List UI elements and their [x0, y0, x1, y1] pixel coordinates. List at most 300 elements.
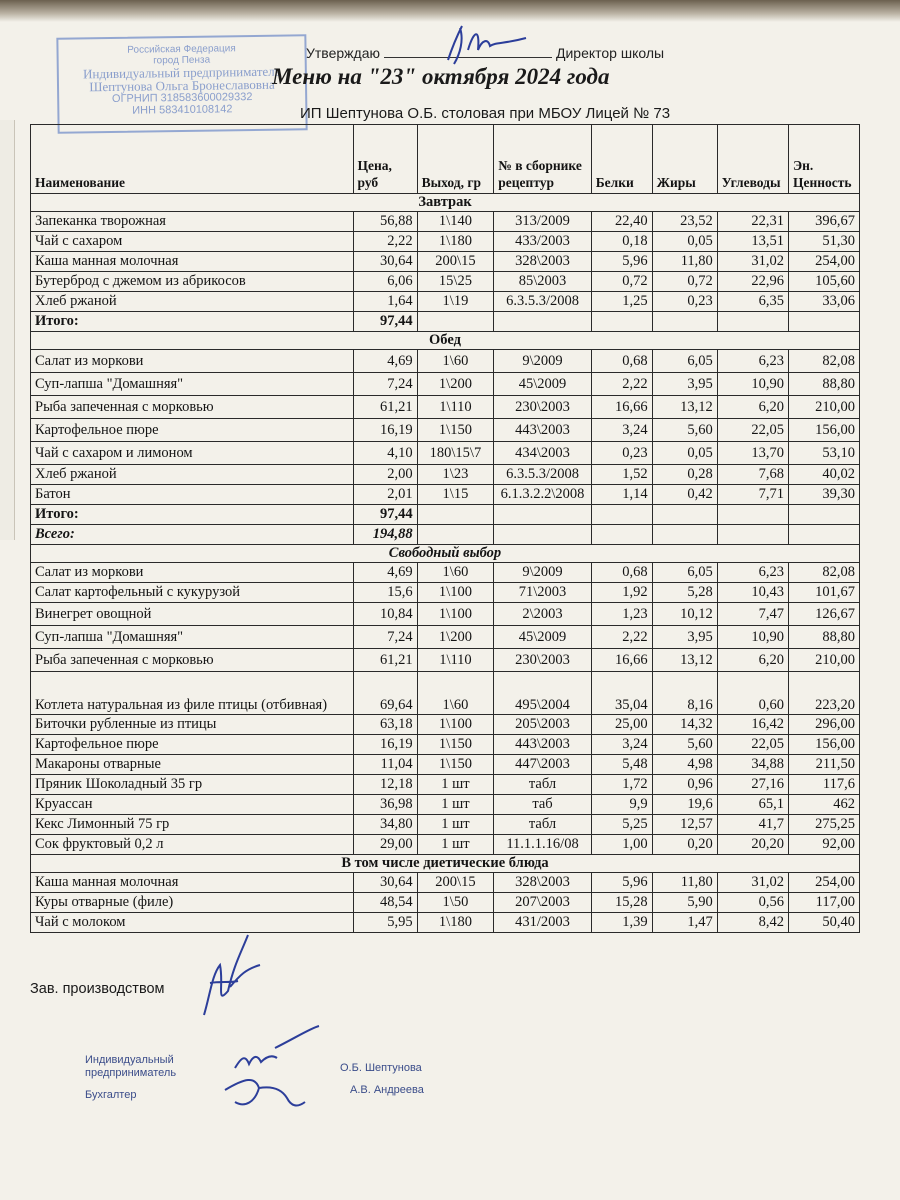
total-label: Всего:	[31, 525, 354, 545]
empty-cell	[417, 525, 494, 545]
cell-e: 82,08	[788, 563, 859, 583]
cell-out: 1\50	[417, 893, 494, 913]
cell-b: 1,72	[591, 775, 652, 795]
section-header	[31, 545, 860, 563]
cell-price: 5,95	[353, 913, 417, 933]
cell-name: Каша манная молочная	[31, 252, 354, 272]
cell-price: 2,01	[353, 485, 417, 505]
menu-item-row	[31, 893, 860, 913]
cell-u: 34,88	[717, 755, 788, 775]
empty-cell	[717, 525, 788, 545]
cell-e: 39,30	[788, 485, 859, 505]
cell-e: 33,06	[788, 292, 859, 312]
cell-rec: 45\2009	[494, 626, 591, 649]
cell-rec: 2\2003	[494, 603, 591, 626]
cell-name: Котлета натуральная из филе птицы (отбивная)	[31, 672, 354, 715]
menu-item-row	[31, 292, 860, 312]
menu-item-row	[31, 272, 860, 292]
cell-out: 1 шт	[417, 835, 494, 855]
col-output: Выход, гр	[417, 125, 494, 194]
col-energy: Эн. Ценность	[788, 125, 859, 194]
cell-b: 15,28	[591, 893, 652, 913]
empty-cell	[717, 505, 788, 525]
cell-e: 156,00	[788, 419, 859, 442]
cell-out: 1\200	[417, 373, 494, 396]
cell-b: 0,23	[591, 442, 652, 465]
cell-e: 50,40	[788, 913, 859, 933]
cell-e: 462	[788, 795, 859, 815]
cell-price: 16,19	[353, 735, 417, 755]
cell-out: 1 шт	[417, 815, 494, 835]
empty-cell	[788, 312, 859, 332]
cell-u: 8,42	[717, 913, 788, 933]
cell-f: 13,12	[652, 649, 717, 672]
empty-cell	[417, 505, 494, 525]
cell-price: 7,24	[353, 373, 417, 396]
cell-u: 22,05	[717, 419, 788, 442]
cell-name: Салат картофельный с кукурузой	[31, 583, 354, 603]
col-carbs: Углеводы	[717, 125, 788, 194]
cell-price: 2,00	[353, 465, 417, 485]
cell-e: 126,67	[788, 603, 859, 626]
menu-item-row	[31, 350, 860, 373]
menu-item-row	[31, 396, 860, 419]
cell-out: 1\23	[417, 465, 494, 485]
cell-f: 0,20	[652, 835, 717, 855]
cell-u: 20,20	[717, 835, 788, 855]
cell-name: Куры отварные (филе)	[31, 893, 354, 913]
empty-cell	[788, 525, 859, 545]
production-head-signature	[190, 925, 270, 1025]
menu-item-row	[31, 626, 860, 649]
empty-cell	[591, 505, 652, 525]
entrepreneur-stamp: Российская Федерация город Пенза Индивидуальный предприниматель Шептунова Ольга Бронеславовна ОГРНИП 318583600029332 ИНН 583410108142	[56, 34, 307, 133]
empty-cell	[788, 505, 859, 525]
menu-subtitle: ИП Шептунова О.Б. столовая при МБОУ Лицей № 73	[300, 105, 671, 122]
cell-b: 3,24	[591, 735, 652, 755]
cell-price: 48,54	[353, 893, 417, 913]
cell-b: 16,66	[591, 649, 652, 672]
cell-name: Картофельное пюре	[31, 735, 354, 755]
cell-b: 35,04	[591, 672, 652, 715]
cell-rec: 433/2003	[494, 232, 591, 252]
menu-item-row	[31, 232, 860, 252]
cell-rec: 313/2009	[494, 212, 591, 232]
menu-item-row	[31, 775, 860, 795]
menu-item-row	[31, 442, 860, 465]
cell-price: 4,69	[353, 350, 417, 373]
menu-item-row	[31, 795, 860, 815]
cell-f: 6,05	[652, 350, 717, 373]
cell-name: Рыба запеченная с морковью	[31, 396, 354, 419]
cell-e: 254,00	[788, 252, 859, 272]
menu-item-row	[31, 583, 860, 603]
cell-out: 1\15	[417, 485, 494, 505]
cell-b: 3,24	[591, 419, 652, 442]
cell-f: 0,05	[652, 442, 717, 465]
cell-b: 5,48	[591, 755, 652, 775]
cell-rec: таб	[494, 795, 591, 815]
cell-out: 1\110	[417, 649, 494, 672]
cell-rec: 434\2003	[494, 442, 591, 465]
cell-b: 1,52	[591, 465, 652, 485]
cell-rec: 447\2003	[494, 755, 591, 775]
cell-rec: 6.1.3.2.2\2008	[494, 485, 591, 505]
cell-out: 1\100	[417, 715, 494, 735]
total-row	[31, 312, 860, 332]
cell-u: 65,1	[717, 795, 788, 815]
cell-price: 69,64	[353, 672, 417, 715]
cell-price: 36,98	[353, 795, 417, 815]
cell-u: 10,43	[717, 583, 788, 603]
menu-item-row	[31, 715, 860, 735]
menu-item-row	[31, 485, 860, 505]
cell-rec: 328\2003	[494, 873, 591, 893]
cell-e: 223,20	[788, 672, 859, 715]
cell-name: Бутерброд с джемом из абрикосов	[31, 272, 354, 292]
cell-name: Хлеб ржаной	[31, 292, 354, 312]
cell-rec: табл	[494, 775, 591, 795]
section-header	[31, 332, 860, 350]
cell-price: 56,88	[353, 212, 417, 232]
cell-name: Каша манная молочная	[31, 873, 354, 893]
cell-e: 101,67	[788, 583, 859, 603]
col-name: Наименование	[31, 125, 354, 194]
cell-name: Пряник Шоколадный 35 гр	[31, 775, 354, 795]
ip-name: О.Б. Шептунова	[340, 1062, 422, 1074]
cell-name: Круассан	[31, 795, 354, 815]
cell-u: 10,90	[717, 373, 788, 396]
empty-cell	[652, 312, 717, 332]
cell-name: Чай с сахаром	[31, 232, 354, 252]
cell-rec: 230\2003	[494, 649, 591, 672]
cell-name: Чай с молоком	[31, 913, 354, 933]
cell-e: 53,10	[788, 442, 859, 465]
cell-rec: 6.3.5.3/2008	[494, 465, 591, 485]
cell-b: 0,68	[591, 563, 652, 583]
menu-table	[30, 124, 860, 933]
cell-f: 3,95	[652, 373, 717, 396]
cell-name: Кекс Лимонный 75 гр	[31, 815, 354, 835]
cell-name: Рыба запеченная с морковью	[31, 649, 354, 672]
empty-cell	[417, 312, 494, 332]
cell-out: 1\200	[417, 626, 494, 649]
cell-rec: 328\2003	[494, 252, 591, 272]
cell-rec: 9\2009	[494, 350, 591, 373]
cell-e: 117,6	[788, 775, 859, 795]
cell-u: 22,31	[717, 212, 788, 232]
menu-item-row	[31, 815, 860, 835]
ip-label: Индивидуальный предприниматель	[85, 1054, 177, 1079]
empty-cell	[494, 505, 591, 525]
cell-b: 0,68	[591, 350, 652, 373]
approval-suffix: Директор школы	[555, 45, 665, 61]
cell-f: 8,16	[652, 672, 717, 715]
menu-item-row	[31, 465, 860, 485]
underlying-page-edge	[0, 120, 15, 540]
cell-out: 1\150	[417, 755, 494, 775]
col-fat: Жиры	[652, 125, 717, 194]
cell-u: 41,7	[717, 815, 788, 835]
cell-b: 1,14	[591, 485, 652, 505]
cell-u: 0,56	[717, 893, 788, 913]
cell-e: 51,30	[788, 232, 859, 252]
cell-rec: 45\2009	[494, 373, 591, 396]
cell-out: 1\150	[417, 735, 494, 755]
cell-u: 7,68	[717, 465, 788, 485]
cell-name: Суп-лапша "Домашняя"	[31, 626, 354, 649]
cell-f: 14,32	[652, 715, 717, 735]
cell-price: 11,04	[353, 755, 417, 775]
cell-u: 31,02	[717, 873, 788, 893]
cell-f: 1,47	[652, 913, 717, 933]
menu-item-row	[31, 603, 860, 626]
cell-out: 1 шт	[417, 775, 494, 795]
cell-out: 200\15	[417, 252, 494, 272]
menu-item-row	[31, 252, 860, 272]
cell-out: 1\60	[417, 563, 494, 583]
cell-name: Чай с сахаром и лимоном	[31, 442, 354, 465]
cell-f: 12,57	[652, 815, 717, 835]
cell-u: 6,35	[717, 292, 788, 312]
cell-u: 7,71	[717, 485, 788, 505]
section-title: Завтрак	[31, 194, 860, 212]
cell-out: 180\15\7	[417, 442, 494, 465]
cell-out: 200\15	[417, 873, 494, 893]
cell-f: 19,6	[652, 795, 717, 815]
cell-f: 13,12	[652, 396, 717, 419]
cell-e: 275,25	[788, 815, 859, 835]
menu-item-row	[31, 419, 860, 442]
cell-name: Макароны отварные	[31, 755, 354, 775]
menu-item-row	[31, 735, 860, 755]
cell-out: 1\140	[417, 212, 494, 232]
cell-f: 23,52	[652, 212, 717, 232]
cell-out: 1 шт	[417, 795, 494, 815]
cell-rec: 207\2003	[494, 893, 591, 913]
total-label: Итого:	[31, 312, 354, 332]
cell-f: 0,72	[652, 272, 717, 292]
cell-f: 11,80	[652, 252, 717, 272]
cell-out: 1\60	[417, 350, 494, 373]
menu-item-row	[31, 672, 860, 715]
cell-name: Батон	[31, 485, 354, 505]
cell-f: 10,12	[652, 603, 717, 626]
cell-u: 31,02	[717, 252, 788, 272]
cell-f: 0,96	[652, 775, 717, 795]
cell-price: 63,18	[353, 715, 417, 735]
cell-name: Суп-лапша "Домашняя"	[31, 373, 354, 396]
empty-cell	[652, 505, 717, 525]
cell-e: 88,80	[788, 373, 859, 396]
accounting-signatures	[215, 1018, 335, 1118]
cell-f: 5,60	[652, 419, 717, 442]
cell-f: 0,28	[652, 465, 717, 485]
cell-price: 16,19	[353, 419, 417, 442]
cell-price: 15,6	[353, 583, 417, 603]
menu-title: Меню на "23" октября 2024 года	[272, 64, 610, 89]
cell-b: 22,40	[591, 212, 652, 232]
cell-price: 61,21	[353, 649, 417, 672]
col-protein: Белки	[591, 125, 652, 194]
cell-e: 40,02	[788, 465, 859, 485]
cell-u: 7,47	[717, 603, 788, 626]
cell-e: 117,00	[788, 893, 859, 913]
cell-u: 22,05	[717, 735, 788, 755]
section-header	[31, 855, 860, 873]
cell-out: 1\180	[417, 913, 494, 933]
cell-b: 1,00	[591, 835, 652, 855]
cell-e: 210,00	[788, 396, 859, 419]
cell-price: 29,00	[353, 835, 417, 855]
cell-u: 6,23	[717, 563, 788, 583]
cell-price: 12,18	[353, 775, 417, 795]
cell-e: 88,80	[788, 626, 859, 649]
total-price: 194,88	[353, 525, 417, 545]
cell-price: 6,06	[353, 272, 417, 292]
cell-b: 25,00	[591, 715, 652, 735]
cell-name: Запеканка творожная	[31, 212, 354, 232]
cell-out: 1\110	[417, 396, 494, 419]
cell-u: 6,20	[717, 649, 788, 672]
cell-name: Хлеб ржаной	[31, 465, 354, 485]
cell-f: 5,90	[652, 893, 717, 913]
cell-u: 6,20	[717, 396, 788, 419]
menu-item-row	[31, 563, 860, 583]
director-signature	[430, 20, 540, 70]
page-top-shadow	[0, 0, 900, 22]
total-price: 97,44	[353, 505, 417, 525]
menu-item-row	[31, 913, 860, 933]
approval-prefix: Утверждаю	[306, 45, 380, 61]
cell-rec: 205\2003	[494, 715, 591, 735]
cell-e: 396,67	[788, 212, 859, 232]
cell-name: Салат из моркови	[31, 563, 354, 583]
cell-f: 4,98	[652, 755, 717, 775]
cell-b: 1,25	[591, 292, 652, 312]
cell-price: 30,64	[353, 873, 417, 893]
cell-rec: 431/2003	[494, 913, 591, 933]
menu-item-row	[31, 873, 860, 893]
cell-b: 16,66	[591, 396, 652, 419]
cell-rec: 443\2003	[494, 735, 591, 755]
cell-u: 6,23	[717, 350, 788, 373]
cell-rec: 230\2003	[494, 396, 591, 419]
cell-b: 1,39	[591, 913, 652, 933]
cell-price: 7,24	[353, 626, 417, 649]
cell-u: 22,96	[717, 272, 788, 292]
cell-name: Салат из моркови	[31, 350, 354, 373]
cell-rec: 9\2009	[494, 563, 591, 583]
cell-b: 5,96	[591, 252, 652, 272]
cell-b: 1,23	[591, 603, 652, 626]
cell-price: 4,69	[353, 563, 417, 583]
section-title: В том числе диетические блюда	[31, 855, 860, 873]
cell-u: 13,70	[717, 442, 788, 465]
col-price: Цена, руб	[353, 125, 417, 194]
empty-cell	[652, 525, 717, 545]
cell-e: 211,50	[788, 755, 859, 775]
cell-b: 2,22	[591, 373, 652, 396]
cell-f: 0,23	[652, 292, 717, 312]
cell-f: 0,05	[652, 232, 717, 252]
empty-cell	[591, 312, 652, 332]
section-header	[31, 194, 860, 212]
total-row	[31, 525, 860, 545]
menu-item-row	[31, 835, 860, 855]
cell-u: 0,60	[717, 672, 788, 715]
cell-b: 5,25	[591, 815, 652, 835]
cell-b: 1,92	[591, 583, 652, 603]
section-title: Свободный выбор	[31, 545, 860, 563]
cell-e: 210,00	[788, 649, 859, 672]
empty-cell	[494, 525, 591, 545]
empty-cell	[717, 312, 788, 332]
cell-b: 0,18	[591, 232, 652, 252]
cell-price: 30,64	[353, 252, 417, 272]
cell-price: 10,84	[353, 603, 417, 626]
cell-rec: 495\2004	[494, 672, 591, 715]
cell-price: 2,22	[353, 232, 417, 252]
cell-rec: 71\2003	[494, 583, 591, 603]
cell-f: 6,05	[652, 563, 717, 583]
cell-name: Сок фруктовый 0,2 л	[31, 835, 354, 855]
col-recipe: № в сборнике рецептур	[494, 125, 591, 194]
cell-rec: табл	[494, 815, 591, 835]
cell-price: 4,10	[353, 442, 417, 465]
cell-u: 16,42	[717, 715, 788, 735]
cell-b: 2,22	[591, 626, 652, 649]
cell-name: Винегрет овощной	[31, 603, 354, 626]
cell-rec: 443\2003	[494, 419, 591, 442]
cell-e: 92,00	[788, 835, 859, 855]
cell-f: 0,42	[652, 485, 717, 505]
total-label: Итого:	[31, 505, 354, 525]
cell-f: 5,28	[652, 583, 717, 603]
cell-f: 11,80	[652, 873, 717, 893]
menu-item-row	[31, 212, 860, 232]
cell-e: 82,08	[788, 350, 859, 373]
cell-rec: 11.1.1.16/08	[494, 835, 591, 855]
menu-item-row	[31, 755, 860, 775]
empty-cell	[591, 525, 652, 545]
accountant-name: А.В. Андреева	[350, 1084, 424, 1096]
cell-rec: 85\2003	[494, 272, 591, 292]
total-row	[31, 505, 860, 525]
menu-item-row	[31, 373, 860, 396]
total-price: 97,44	[353, 312, 417, 332]
accountant-label: Бухгалтер	[85, 1089, 137, 1101]
cell-price: 61,21	[353, 396, 417, 419]
table-header-row	[31, 125, 860, 194]
cell-e: 254,00	[788, 873, 859, 893]
cell-out: 1\150	[417, 419, 494, 442]
cell-out: 1\100	[417, 583, 494, 603]
cell-name: Картофельное пюре	[31, 419, 354, 442]
cell-u: 27,16	[717, 775, 788, 795]
cell-u: 10,90	[717, 626, 788, 649]
cell-e: 296,00	[788, 715, 859, 735]
cell-f: 5,60	[652, 735, 717, 755]
cell-out: 1\180	[417, 232, 494, 252]
cell-b: 5,96	[591, 873, 652, 893]
cell-b: 9,9	[591, 795, 652, 815]
cell-b: 0,72	[591, 272, 652, 292]
section-title: Обед	[31, 332, 860, 350]
cell-name: Биточки рубленные из птицы	[31, 715, 354, 735]
cell-out: 15\25	[417, 272, 494, 292]
cell-rec: 6.3.5.3/2008	[494, 292, 591, 312]
